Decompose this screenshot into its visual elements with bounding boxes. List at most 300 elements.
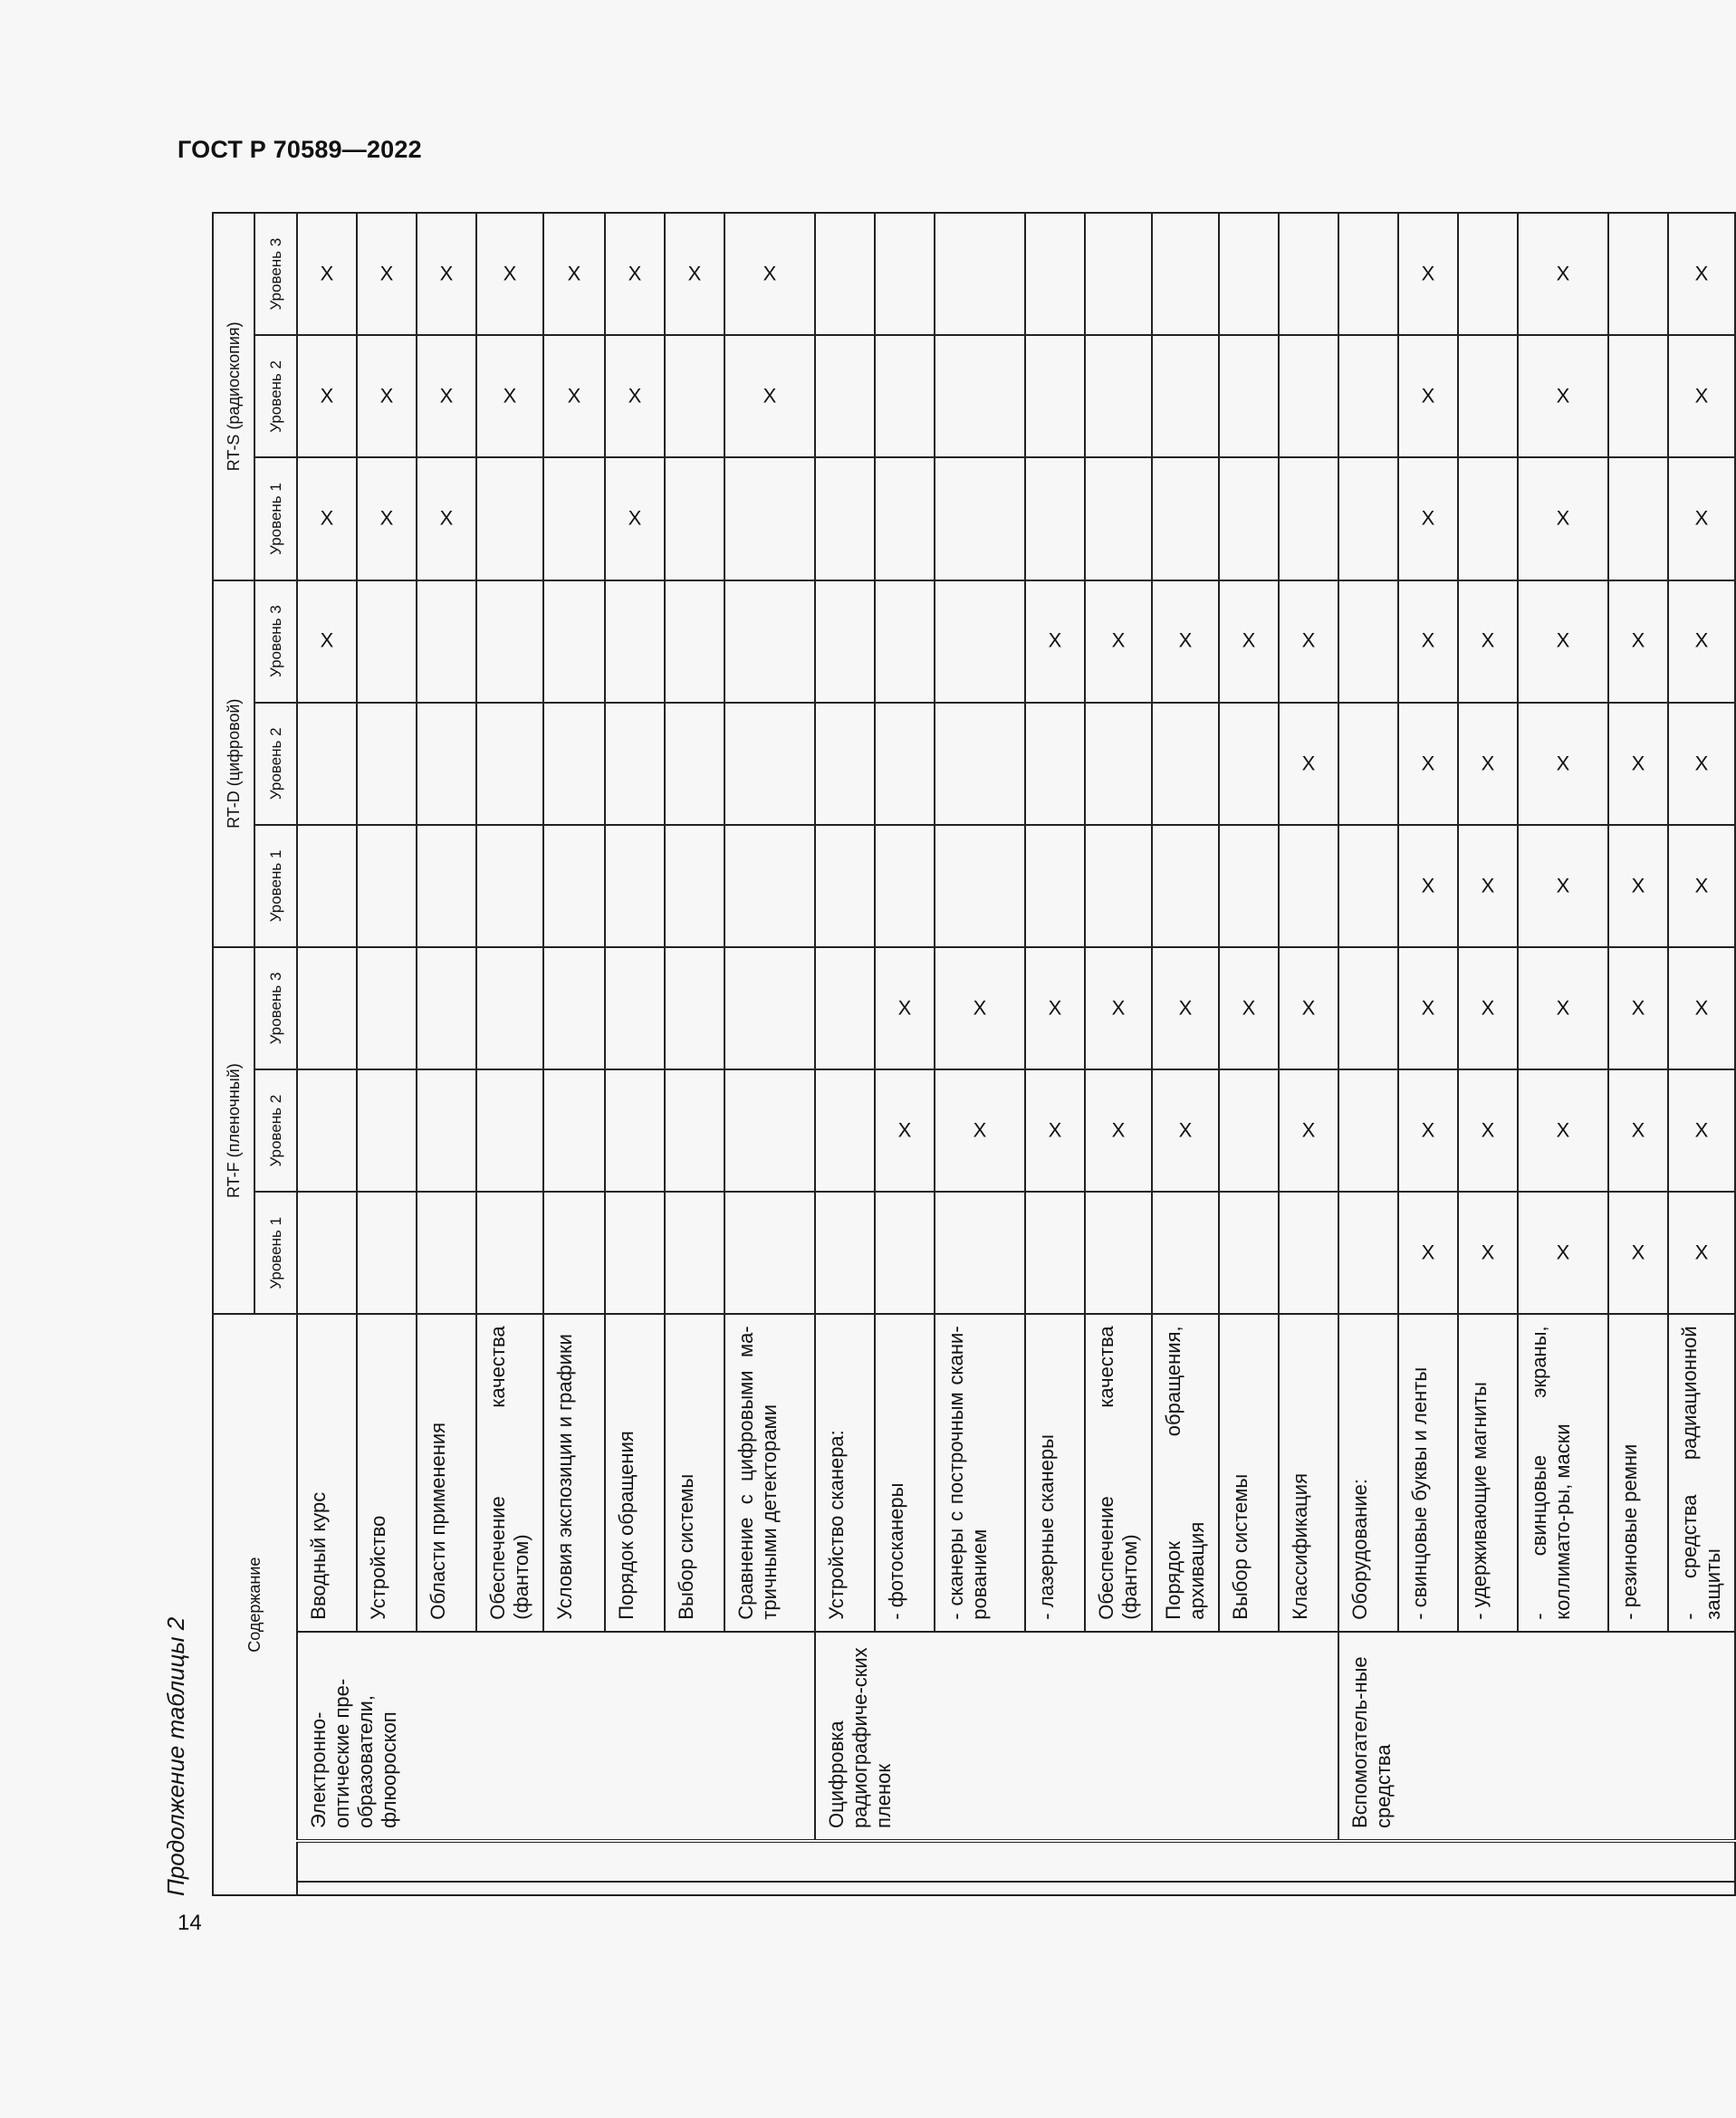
mark-cell (875, 580, 935, 703)
item-text (1608, 1314, 1668, 1631)
x-mark: X (1481, 1118, 1495, 1142)
mark-cell (1518, 580, 1608, 703)
mark-cell (417, 825, 476, 947)
x-mark: X (1178, 996, 1193, 1020)
mark-cell (476, 213, 543, 335)
mark-cell (1608, 213, 1668, 335)
mark-cell (605, 580, 665, 703)
x-mark: X (1694, 384, 1709, 407)
x-mark: X (1631, 874, 1645, 897)
x-mark: X (1178, 629, 1193, 653)
mark-cell (417, 335, 476, 457)
section-title: Электронно-оптические пре-образователи, флюороскоп (297, 1632, 815, 1841)
x-mark: X (1556, 996, 1570, 1020)
x-mark: X (1556, 752, 1570, 775)
x-mark: X (628, 262, 642, 285)
mark-cell (1398, 580, 1458, 703)
x-mark: X (1556, 874, 1570, 897)
x-mark: X (628, 507, 642, 530)
mark-cell (724, 1192, 815, 1314)
mark-cell (1085, 947, 1152, 1069)
mark-cell (1025, 457, 1085, 580)
mark-cell (1152, 947, 1219, 1069)
x-mark: X (1694, 874, 1709, 897)
level-header: Уровень 3 (254, 580, 297, 703)
table-row (1338, 213, 1398, 1895)
x-mark: X (320, 384, 334, 407)
mark-cell (1608, 703, 1668, 825)
x-mark: X (1048, 1118, 1062, 1142)
x-mark: X (1301, 752, 1316, 775)
mark-cell (1668, 335, 1735, 457)
x-mark: X (503, 384, 517, 407)
mark-cell (1152, 457, 1219, 580)
x-mark: X (567, 384, 581, 407)
mark-cell (1608, 825, 1668, 947)
mark-cell (665, 825, 724, 947)
mark-cell (357, 335, 417, 457)
mark-cell (1152, 1192, 1219, 1314)
mark-cell (605, 1069, 665, 1192)
x-mark: X (439, 507, 454, 530)
item-text (1279, 1314, 1338, 1631)
mark-cell (724, 703, 815, 825)
item-text (1025, 1314, 1085, 1631)
mark-cell (1518, 825, 1608, 947)
mark-cell (1668, 580, 1735, 703)
level-header: Уровень 2 (254, 335, 297, 457)
mark-cell (1608, 1069, 1668, 1192)
mark-cell (1458, 1069, 1518, 1192)
mark-cell (1398, 335, 1458, 457)
mark-cell (417, 947, 476, 1069)
mark-cell (1608, 335, 1668, 457)
x-mark: X (1631, 996, 1645, 1020)
mark-cell (1219, 457, 1279, 580)
mark-cell (665, 457, 724, 580)
mark-cell (1668, 1069, 1735, 1192)
x-mark: X (1301, 1118, 1316, 1142)
mark-cell (357, 580, 417, 703)
x-mark: X (1631, 1118, 1645, 1142)
mark-cell (417, 580, 476, 703)
mark-cell (543, 825, 605, 947)
level-header: Уровень 2 (254, 703, 297, 825)
mark-cell (1085, 580, 1152, 703)
mark-cell (1152, 1069, 1219, 1192)
x-mark: X (1694, 507, 1709, 530)
mark-cell (724, 457, 815, 580)
x-mark: X (1694, 262, 1709, 285)
section-title: Вспомогатель-ные средства (1338, 1632, 1735, 1841)
x-mark: X (1111, 1118, 1126, 1142)
content-header: Содержание (213, 1314, 297, 1895)
mark-cell (417, 213, 476, 335)
mark-cell (1279, 1069, 1338, 1192)
mark-cell (357, 825, 417, 947)
x-mark: X (1111, 629, 1126, 653)
mark-cell (1458, 213, 1518, 335)
mark-cell (1518, 457, 1608, 580)
mark-cell (476, 825, 543, 947)
mark-cell (1518, 213, 1608, 335)
mark-cell (605, 213, 665, 335)
x-mark: X (1556, 1118, 1570, 1142)
level-header: Уровень 3 (254, 947, 297, 1069)
x-mark: X (1556, 507, 1570, 530)
mark-cell (1398, 213, 1458, 335)
mark-cell (1085, 825, 1152, 947)
section-title: Оцифровка радиографиче-ских пленок (815, 1632, 1338, 1841)
mark-cell (815, 213, 875, 335)
mark-cell (935, 1192, 1025, 1314)
mark-cell (357, 1192, 417, 1314)
mark-cell (875, 947, 935, 1069)
mark-cell (1025, 947, 1085, 1069)
mark-cell (1338, 335, 1398, 457)
document-header: ГОСТ Р 70589—2022 (177, 136, 422, 163)
group-header-rt-f: RT-F (пленочный) (213, 947, 254, 1314)
mark-cell (1668, 213, 1735, 335)
content-table (212, 212, 1736, 1896)
mark-cell (875, 1069, 935, 1192)
x-mark: X (1481, 874, 1495, 897)
x-mark: X (687, 262, 702, 285)
item-text (1458, 1314, 1518, 1631)
mark-cell (815, 457, 875, 580)
mark-cell (665, 703, 724, 825)
x-mark: X (1694, 996, 1709, 1020)
x-mark: X (897, 996, 912, 1020)
mark-cell (476, 457, 543, 580)
mark-cell (1668, 457, 1735, 580)
mark-cell (605, 703, 665, 825)
mark-cell (935, 703, 1025, 825)
mark-cell (1668, 703, 1735, 825)
mark-cell (875, 335, 935, 457)
level-header: Уровень 1 (254, 825, 297, 947)
item-text (543, 1314, 605, 1631)
mark-cell (1458, 335, 1518, 457)
mark-cell (1219, 1192, 1279, 1314)
mark-cell (724, 1069, 815, 1192)
mark-cell (1279, 703, 1338, 825)
mark-cell (1025, 825, 1085, 947)
mark-cell (1219, 825, 1279, 947)
item-label: Вводный курс (307, 1491, 330, 1620)
mark-cell (297, 1192, 357, 1314)
x-mark: X (1421, 874, 1435, 897)
mark-cell (1279, 1192, 1338, 1314)
mark-cell (815, 335, 875, 457)
mark-cell (1338, 947, 1398, 1069)
level-header: Уровень 1 (254, 1192, 297, 1314)
mark-cell (1219, 213, 1279, 335)
rotated-table-block (161, 210, 1724, 1896)
x-mark: X (897, 1118, 912, 1142)
mark-cell (1219, 703, 1279, 825)
x-mark: X (1421, 262, 1435, 285)
item-text (417, 1314, 476, 1631)
item-label: Оборудование: (1348, 1478, 1371, 1620)
mark-cell (1085, 1069, 1152, 1192)
item-text (1338, 1314, 1398, 1631)
table-caption: Продолжение таблицы 2 (162, 1616, 189, 1896)
x-mark: X (1048, 629, 1062, 653)
mark-cell (1518, 947, 1608, 1069)
mark-cell (1219, 947, 1279, 1069)
x-mark: X (628, 384, 642, 407)
x-mark: X (379, 507, 394, 530)
x-mark: X (320, 262, 334, 285)
mark-cell (1668, 947, 1735, 1069)
mark-cell (1518, 1069, 1608, 1192)
mark-cell (1518, 335, 1608, 457)
x-mark: X (379, 262, 394, 285)
mark-cell (543, 335, 605, 457)
item-text (1668, 1314, 1735, 1631)
mark-cell (1152, 825, 1219, 947)
mark-cell (1458, 457, 1518, 580)
mark-cell (417, 1069, 476, 1192)
mark-cell (875, 703, 935, 825)
mark-cell (297, 213, 357, 335)
x-mark: X (1694, 1118, 1709, 1142)
mark-cell (665, 335, 724, 457)
x-mark: X (503, 262, 517, 285)
x-mark: X (973, 996, 987, 1020)
item-text (665, 1314, 724, 1631)
group-header-rt-d: RT-D (цифровой) (213, 580, 254, 947)
item-text (297, 1314, 357, 1631)
x-mark: X (1481, 1241, 1495, 1264)
mark-cell (1152, 580, 1219, 703)
mark-cell (1279, 335, 1338, 457)
mark-cell (935, 335, 1025, 457)
mark-cell (1085, 335, 1152, 457)
x-mark: X (1301, 629, 1316, 653)
mark-cell (1152, 335, 1219, 457)
table-row (297, 213, 357, 1895)
mark-cell (724, 580, 815, 703)
mark-cell (665, 213, 724, 335)
mark-cell (476, 580, 543, 703)
x-mark: X (1556, 384, 1570, 407)
mark-cell (1219, 1069, 1279, 1192)
mark-cell (935, 947, 1025, 1069)
x-mark: X (1694, 752, 1709, 775)
item-label: Устройство (367, 1515, 389, 1620)
mark-cell (875, 457, 935, 580)
mark-cell (1025, 1069, 1085, 1192)
x-mark: X (1421, 752, 1435, 775)
mark-cell (1398, 457, 1458, 580)
mark-cell (1025, 1192, 1085, 1314)
x-mark: X (762, 262, 777, 285)
x-mark: X (1694, 629, 1709, 653)
item-text (1219, 1314, 1279, 1631)
mark-cell (1279, 580, 1338, 703)
mark-cell (724, 947, 815, 1069)
x-mark: X (320, 507, 334, 530)
table-container (212, 212, 1724, 1896)
x-mark: X (439, 262, 454, 285)
x-mark: X (1421, 1118, 1435, 1142)
mark-cell (543, 703, 605, 825)
item-label: - свинцовые буквы и ленты (1408, 1366, 1431, 1620)
mark-cell (1518, 1192, 1608, 1314)
mark-cell (1338, 457, 1398, 580)
x-mark: X (1421, 1241, 1435, 1264)
mark-cell (1398, 703, 1458, 825)
mark-cell (1219, 335, 1279, 457)
x-mark: X (1556, 1241, 1570, 1264)
x-mark: X (320, 629, 334, 653)
mark-cell (815, 703, 875, 825)
x-mark: X (1111, 996, 1126, 1020)
mark-cell (605, 947, 665, 1069)
mark-cell (297, 947, 357, 1069)
x-mark: X (762, 384, 777, 407)
mark-cell (1025, 703, 1085, 825)
x-mark: X (567, 262, 581, 285)
item-label: - фотосканеры (885, 1482, 907, 1620)
item-label: Условия экспозиции и графики (553, 1334, 576, 1620)
x-mark: X (1421, 507, 1435, 530)
mark-cell (815, 580, 875, 703)
mark-cell (1338, 580, 1398, 703)
mark-cell (357, 457, 417, 580)
mark-cell (1458, 947, 1518, 1069)
item-label: Порядок обращения (615, 1431, 638, 1620)
item-label: - сканеры с построчным скани-рованием (945, 1326, 991, 1620)
x-mark: X (1242, 996, 1256, 1020)
mark-cell (1458, 703, 1518, 825)
mark-cell (1085, 457, 1152, 580)
mark-cell (1219, 580, 1279, 703)
item-label: Области применения (427, 1422, 449, 1620)
mark-cell (1025, 580, 1085, 703)
mark-cell (476, 1069, 543, 1192)
page-number: 14 (177, 1911, 202, 1935)
x-mark: X (1048, 996, 1062, 1020)
mark-cell (297, 457, 357, 580)
mark-cell (1338, 825, 1398, 947)
mark-cell (605, 825, 665, 947)
mark-cell (1338, 703, 1398, 825)
mark-cell (357, 1069, 417, 1192)
level-header: Уровень 2 (254, 1069, 297, 1192)
mark-cell (543, 213, 605, 335)
mark-cell (476, 1192, 543, 1314)
x-mark: X (439, 384, 454, 407)
item-text (1398, 1314, 1458, 1631)
item-text (875, 1314, 935, 1631)
mark-cell (1279, 825, 1338, 947)
mark-cell (724, 335, 815, 457)
blank-column (297, 1882, 1735, 1895)
mark-cell (297, 580, 357, 703)
mark-cell (875, 825, 935, 947)
mark-cell (935, 825, 1025, 947)
x-mark: X (1556, 629, 1570, 653)
mark-cell (1668, 825, 1735, 947)
item-label: Классификация (1289, 1473, 1311, 1620)
mark-cell (1608, 1192, 1668, 1314)
item-text (1518, 1314, 1608, 1631)
mark-cell (1398, 825, 1458, 947)
mark-cell (297, 1069, 357, 1192)
mark-cell (476, 703, 543, 825)
item-label: Выбор системы (675, 1473, 697, 1620)
item-text (1085, 1314, 1152, 1631)
mark-cell (935, 1069, 1025, 1192)
level-header: Уровень 3 (254, 213, 297, 335)
mark-cell (1398, 1192, 1458, 1314)
mark-cell (357, 213, 417, 335)
x-mark: X (1556, 262, 1570, 285)
item-label: - лазерные сканеры (1035, 1434, 1058, 1620)
item-label: Выбор системы (1229, 1473, 1252, 1620)
x-mark: X (1421, 384, 1435, 407)
mark-cell (1398, 947, 1458, 1069)
x-mark: X (1631, 629, 1645, 653)
item-label: Обеспечение качества (фантом) (1095, 1326, 1141, 1620)
mark-cell (665, 947, 724, 1069)
mark-cell (357, 703, 417, 825)
mark-cell (935, 457, 1025, 580)
mark-cell (724, 213, 815, 335)
mark-cell (297, 703, 357, 825)
x-mark: X (1242, 629, 1256, 653)
mark-cell (1085, 703, 1152, 825)
mark-cell (543, 580, 605, 703)
mark-cell (815, 947, 875, 1069)
mark-cell (665, 580, 724, 703)
item-label: - свинцовые экраны, коллимато-ры, маски (1528, 1326, 1574, 1620)
x-mark: X (1481, 752, 1495, 775)
mark-cell (1668, 1192, 1735, 1314)
mark-cell (1458, 825, 1518, 947)
mark-cell (417, 1192, 476, 1314)
mark-cell (875, 213, 935, 335)
mark-cell (417, 703, 476, 825)
mark-cell (1608, 457, 1668, 580)
item-text (1152, 1314, 1219, 1631)
item-text (476, 1314, 543, 1631)
item-label: - удерживающие магниты (1468, 1382, 1491, 1620)
item-label: - резиновые ремни (1618, 1443, 1641, 1620)
mark-cell (935, 213, 1025, 335)
mark-cell (875, 1192, 935, 1314)
mark-cell (1152, 703, 1219, 825)
x-mark: X (1421, 629, 1435, 653)
table-row (815, 213, 875, 1895)
mark-cell (1338, 1069, 1398, 1192)
item-text (357, 1314, 417, 1631)
mark-cell (1085, 1192, 1152, 1314)
mark-cell (815, 825, 875, 947)
mark-cell (1279, 213, 1338, 335)
x-mark: X (1481, 629, 1495, 653)
mark-cell (543, 1069, 605, 1192)
mark-cell (1338, 213, 1398, 335)
item-text (935, 1314, 1025, 1631)
mark-cell (1398, 1069, 1458, 1192)
x-mark: X (1631, 1241, 1645, 1264)
mark-cell (1608, 947, 1668, 1069)
mark-cell (1085, 213, 1152, 335)
